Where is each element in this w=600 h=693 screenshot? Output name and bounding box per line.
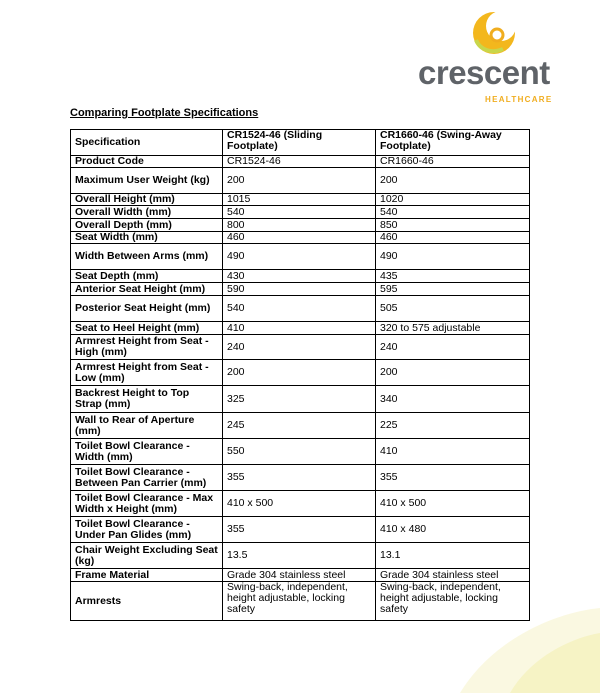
table-row — [71, 156, 530, 168]
row-value-col2: 540 — [376, 206, 530, 219]
row-value-col2: 490 — [376, 244, 530, 270]
table-row — [71, 219, 530, 232]
row-value-col1: 460 — [223, 232, 376, 244]
table-row — [71, 582, 530, 621]
document-title: Comparing Footplate Specifications — [70, 107, 259, 119]
specification-table — [70, 129, 530, 621]
row-value-col2: 200 — [376, 168, 530, 194]
table-row — [71, 206, 530, 219]
row-label: Seat Depth (mm) — [71, 270, 223, 283]
row-label: Overall Width (mm) — [71, 206, 223, 219]
row-value-col2: 595 — [376, 283, 530, 296]
row-label: Seat Width (mm) — [71, 232, 223, 244]
brand-name: crescent — [418, 54, 550, 91]
table-row — [71, 413, 530, 439]
header-col1: CR1524-46 (Sliding Footplate) — [223, 130, 376, 156]
row-value-col2: 505 — [376, 296, 530, 322]
row-value-col2: 225 — [376, 413, 530, 439]
row-value-col2: 13.1 — [376, 543, 530, 569]
row-value-col1: 410 x 500 — [223, 491, 376, 517]
row-value-col2: 410 x 500 — [376, 491, 530, 517]
row-label: Toilet Bowl Clearance - Between Pan Carrier (mm) — [71, 465, 223, 491]
row-label: Overall Depth (mm) — [71, 219, 223, 232]
row-value-col1: 355 — [223, 465, 376, 491]
table-row — [71, 194, 530, 206]
row-value-col1: 540 — [223, 206, 376, 219]
table-row — [71, 296, 530, 322]
row-label: Maximum User Weight (kg) — [71, 168, 223, 194]
row-value-col1: Grade 304 stainless steel — [223, 569, 376, 582]
row-value-col1: 540 — [223, 296, 376, 322]
row-value-col1: 490 — [223, 244, 376, 270]
row-value-col1: Swing-back, independent, height adjustable, locking safety — [223, 582, 376, 621]
row-value-col2: CR1660-46 — [376, 156, 530, 168]
row-value-col2: 355 — [376, 465, 530, 491]
row-value-col1: 590 — [223, 283, 376, 296]
table-row — [71, 322, 530, 335]
row-label: Frame Material — [71, 569, 223, 582]
table-row — [71, 491, 530, 517]
table-row — [71, 335, 530, 360]
table-row — [71, 244, 530, 270]
row-value-col2: 240 — [376, 335, 530, 360]
row-label: Toilet Bowl Clearance - Max Width x Height (mm) — [71, 491, 223, 517]
row-value-col2: 410 — [376, 439, 530, 465]
row-label: Wall to Rear of Aperture (mm) — [71, 413, 223, 439]
table-header-row — [71, 130, 530, 156]
row-value-col2: 200 — [376, 360, 530, 386]
table-row — [71, 283, 530, 296]
crescent-logo-icon — [470, 10, 520, 56]
row-value-col1: 245 — [223, 413, 376, 439]
row-value-col2: 435 — [376, 270, 530, 283]
row-value-col2: Swing-back, independent, height adjustable, locking safety — [376, 582, 530, 621]
table-row — [71, 465, 530, 491]
crescent-logo — [414, 10, 574, 104]
row-value-col2: 850 — [376, 219, 530, 232]
row-label: Chair Weight Excluding Seat (kg) — [71, 543, 223, 569]
header-specification: Specification — [71, 130, 223, 156]
row-label: Armrests — [71, 582, 223, 621]
row-label: Anterior Seat Height (mm) — [71, 283, 223, 296]
row-value-col2: 1020 — [376, 194, 530, 206]
row-value-col1: 240 — [223, 335, 376, 360]
row-label: Armrest Height from Seat - High (mm) — [71, 335, 223, 360]
row-value-col1: 410 — [223, 322, 376, 335]
row-value-col1: 355 — [223, 517, 376, 543]
table-row — [71, 543, 530, 569]
row-value-col1: 1015 — [223, 194, 376, 206]
row-label: Backrest Height to Top Strap (mm) — [71, 386, 223, 413]
row-value-col1: CR1524-46 — [223, 156, 376, 168]
header-col2: CR1660-46 (Swing-Away Footplate) — [376, 130, 530, 156]
row-value-col1: 200 — [223, 168, 376, 194]
row-value-col2: 410 x 480 — [376, 517, 530, 543]
row-label: Armrest Height from Seat - Low (mm) — [71, 360, 223, 386]
row-value-col2: 340 — [376, 386, 530, 413]
table-row — [71, 232, 530, 244]
row-label: Posterior Seat Height (mm) — [71, 296, 223, 322]
row-label: Toilet Bowl Clearance - Width (mm) — [71, 439, 223, 465]
row-value-col2: 460 — [376, 232, 530, 244]
table-row — [71, 517, 530, 543]
row-value-col1: 550 — [223, 439, 376, 465]
row-value-col2: 320 to 575 adjustable — [376, 322, 530, 335]
row-value-col1: 430 — [223, 270, 376, 283]
row-value-col1: 13.5 — [223, 543, 376, 569]
row-value-col1: 800 — [223, 219, 376, 232]
row-label: Width Between Arms (mm) — [71, 244, 223, 270]
table-row — [71, 386, 530, 413]
row-label: Overall Height (mm) — [71, 194, 223, 206]
table-row — [71, 360, 530, 386]
row-value-col1: 200 — [223, 360, 376, 386]
row-label: Product Code — [71, 156, 223, 168]
row-label: Seat to Heel Height (mm) — [71, 322, 223, 335]
table-row — [71, 569, 530, 582]
table-row — [71, 439, 530, 465]
row-value-col2: Grade 304 stainless steel — [376, 569, 530, 582]
brand-subtitle: HEALTHCARE — [485, 95, 553, 104]
table-row — [71, 168, 530, 194]
row-value-col1: 325 — [223, 386, 376, 413]
table-row — [71, 270, 530, 283]
row-label: Toilet Bowl Clearance - Under Pan Glides (mm) — [71, 517, 223, 543]
